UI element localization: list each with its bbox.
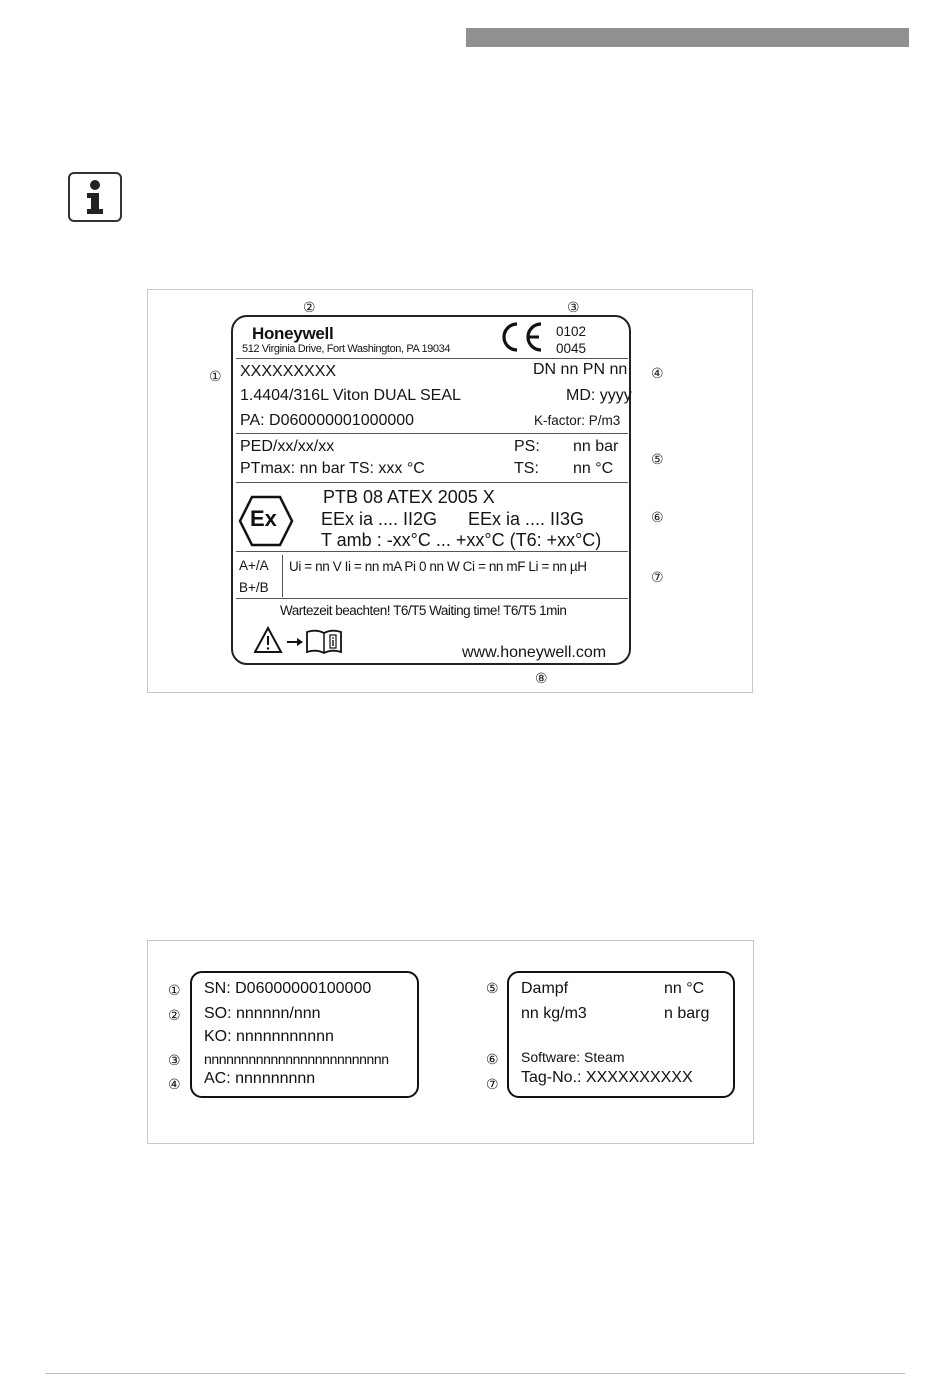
n-code-line: nnnnnnnnnnnnnnnnnnnnnnnnn bbox=[204, 1051, 389, 1067]
ambient-temperature: T amb : -xx°C ... +xx°C (T6: +xx°C) bbox=[321, 530, 602, 550]
medium-temperature: nn °C bbox=[664, 980, 705, 997]
separator bbox=[236, 433, 628, 434]
separator bbox=[236, 482, 628, 483]
footer-rule bbox=[45, 1373, 905, 1374]
ptmax: PTmax: nn bar TS: xxx °C bbox=[240, 460, 425, 477]
ts-value: nn °C bbox=[573, 460, 614, 477]
pa-number: PA: D060000001000000 bbox=[240, 412, 415, 429]
medium-dampf: Dampf bbox=[521, 980, 569, 997]
separator bbox=[236, 358, 628, 359]
info-icon bbox=[68, 172, 122, 222]
eex-2g: EEx ia .... II2G bbox=[321, 509, 438, 529]
ce-mark-icon bbox=[497, 319, 545, 355]
website: www.honeywell.com bbox=[462, 644, 607, 661]
callout-5: ⑤ bbox=[486, 980, 499, 996]
warning-manual-icon bbox=[254, 626, 344, 656]
callout-6: ⑥ bbox=[651, 509, 664, 525]
ce-number-1: 0102 bbox=[556, 324, 587, 339]
terminal-a: A+/A bbox=[239, 558, 269, 573]
callout-3: ③ bbox=[168, 1052, 181, 1068]
callout-4: ④ bbox=[168, 1076, 181, 1092]
electrical-parameters: Ui = nn V Ii = nn mA Pi 0 nn W Ci = nn mF Li = nn µH bbox=[289, 559, 587, 574]
eex-3g: EEx ia .... II3G bbox=[468, 509, 585, 529]
callout-1: ① bbox=[209, 368, 222, 384]
address: 512 Virginia Drive, Fort Washington, PA 19034 bbox=[242, 343, 451, 355]
medium-density: nn kg/m3 bbox=[521, 1005, 587, 1022]
callout-2: ② bbox=[168, 1007, 181, 1023]
k-factor: K-factor: P/m3 bbox=[534, 413, 621, 428]
callout-2: ② bbox=[303, 299, 316, 315]
ts-label: TS: bbox=[514, 460, 539, 477]
software-version: Software: Steam bbox=[521, 1049, 625, 1065]
separator bbox=[236, 598, 628, 599]
callout-7: ⑦ bbox=[651, 569, 664, 585]
separator bbox=[236, 551, 628, 552]
atex-certificate: PTB 08 ATEX 2005 X bbox=[323, 487, 495, 507]
materials: 1.4404/316L Viton DUAL SEAL bbox=[240, 387, 461, 404]
callout-8: ⑧ bbox=[535, 670, 548, 686]
terminal-b: B+/B bbox=[239, 580, 269, 595]
ped: PED/xx/xx/xx bbox=[240, 438, 335, 455]
ac-number: AC: nnnnnnnnn bbox=[204, 1070, 316, 1087]
ce-number-2: 0045 bbox=[556, 341, 587, 356]
dn-pn: DN nn PN nn bbox=[533, 361, 628, 378]
callout-6: ⑥ bbox=[486, 1051, 499, 1067]
callout-7: ⑦ bbox=[486, 1076, 499, 1092]
header-bar bbox=[466, 28, 909, 47]
callout-3: ③ bbox=[567, 299, 580, 315]
medium-pressure: n barg bbox=[664, 1005, 710, 1022]
md-year: MD: yyyy bbox=[566, 387, 632, 404]
callout-4: ④ bbox=[651, 365, 664, 381]
ps-label: PS: bbox=[514, 438, 540, 455]
waiting-time-warning: Wartezeit beachten! T6/T5 Waiting time! T6/T5 1min bbox=[280, 603, 567, 618]
callout-1: ① bbox=[168, 982, 181, 998]
brand-logo: Honeywell bbox=[252, 324, 334, 343]
sales-order: SO: nnnnnn/nnn bbox=[204, 1005, 321, 1022]
serial-number: XXXXXXXXX bbox=[240, 363, 337, 380]
ex-symbol: Ex bbox=[250, 506, 277, 531]
terminal-divider bbox=[282, 555, 283, 597]
serial-number: SN: D06000000100000 bbox=[204, 980, 372, 997]
callout-5: ⑤ bbox=[651, 451, 664, 467]
tag-number: Tag-No.: XXXXXXXXXX bbox=[521, 1069, 693, 1086]
ps-value: nn bar bbox=[573, 438, 619, 455]
ko-number: KO: nnnnnnnnnnn bbox=[204, 1028, 334, 1045]
